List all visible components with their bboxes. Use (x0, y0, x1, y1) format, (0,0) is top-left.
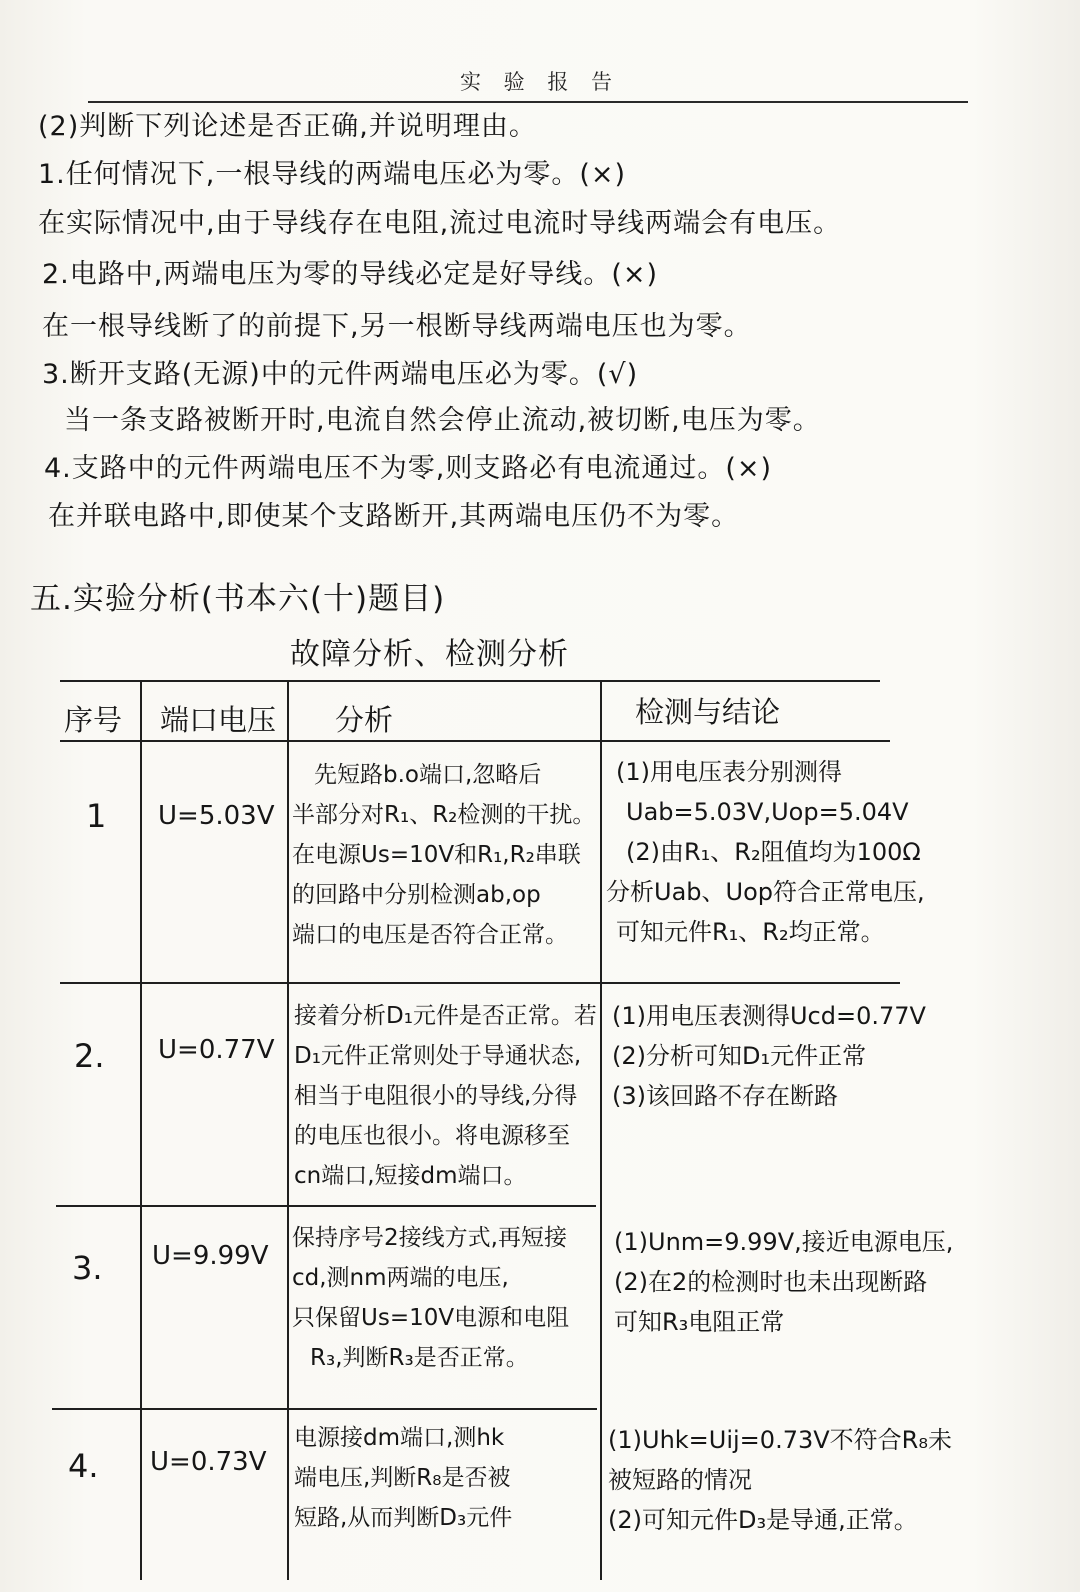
analysis-line: 的回路中分别检测ab,op (292, 882, 541, 908)
explanation-4: 在并联电路中,即使某个支路断开,其两端电压仍不为零。 (48, 501, 740, 532)
statement-4: 4.支路中的元件两端电压不为零,则支路必有电流通过。(×) (44, 453, 773, 484)
header-port-voltage: 端口电压 (160, 703, 277, 737)
analysis-line: D₁元件正常则处于导通状态, (294, 1043, 582, 1069)
row-4-index: 4. (68, 1447, 99, 1485)
conclusion-line: 分析Uab、Uop符合正常电压, (606, 878, 925, 906)
analysis-line: 端口的电压是否符合正常。 (292, 922, 568, 948)
conclusion-line: (1)Uhk=Uij=0.73V不符合R₈未 (608, 1426, 952, 1454)
row-4-conclusion (608, 1420, 952, 1540)
analysis-line: 接着分析D₁元件是否正常。若 (294, 1003, 597, 1029)
analysis-line: 短路,从而判断D₃元件 (294, 1505, 513, 1531)
row-1-index: 1 (86, 797, 107, 835)
row-2-conclusion (612, 996, 926, 1116)
explanation-2: 在一根导线断了的前提下,另一根断导线两端电压也为零。 (42, 311, 752, 342)
header-index: 序号 (64, 703, 123, 737)
row-1-analysis (292, 755, 595, 955)
conclusion-line: 被短路的情况 (608, 1466, 752, 1494)
row-3-conclusion (614, 1222, 953, 1342)
report-header-title: 实 验 报 告 (459, 70, 621, 94)
conclusion-line: (3)该回路不存在断路 (612, 1082, 838, 1110)
header-analysis: 分析 (335, 703, 394, 737)
conclusion-line: (2)在2的检测时也未出现断路 (614, 1268, 928, 1296)
statement-1: 1.任何情况下,一根导线的两端电压必为零。(×) (38, 159, 627, 190)
row-3-voltage: U=9.99V (152, 1241, 269, 1271)
analysis-line: cd,测nm两端的电压, (292, 1265, 509, 1291)
table-title: 故障分析、检测分析 (290, 637, 569, 672)
analysis-line: 的电压也很小。将电源移至 (294, 1123, 570, 1149)
row-4-analysis (294, 1418, 512, 1538)
row-4-voltage: U=0.73V (150, 1447, 267, 1477)
section-title: 五.实验分析(书本六(十)题目) (30, 581, 446, 617)
conclusion-line: (1)用电压表测得Ucd=0.77V (612, 1002, 926, 1030)
row-3-analysis (292, 1218, 569, 1378)
conclusion-line: 可知元件R₁、R₂均正常。 (616, 918, 885, 946)
row-2-analysis (294, 996, 597, 1196)
analysis-line: 先短路b.o端口,忽略后 (314, 762, 542, 788)
conclusion-line: (2)分析可知D₁元件正常 (612, 1042, 867, 1070)
conclusion-line: 可知R₃电阻正常 (614, 1308, 785, 1336)
analysis-line: 端电压,判断R₈是否被 (294, 1465, 511, 1491)
statement-3: 3.断开支路(无源)中的元件两端电压必为零。(√) (42, 359, 639, 390)
conclusion-line: Uab=5.03V,Uop=5.04V (626, 798, 909, 826)
row-1-conclusion (606, 752, 925, 952)
question-intro: (2)判断下列论述是否正确,并说明理由。 (38, 111, 537, 142)
analysis-line: 在电源Us=10V和R₁,R₂串联 (292, 842, 581, 868)
header-conclusion: 检测与结论 (635, 695, 781, 729)
analysis-line: R₃,判断R₃是否正常。 (310, 1345, 529, 1371)
conclusion-line: (2)由R₁、R₂阻值均为100Ω (626, 838, 921, 866)
analysis-line: 保持序号2接线方式,再短接 (292, 1225, 567, 1251)
row-2-voltage: U=0.77V (158, 1035, 275, 1065)
analysis-line: 半部分对R₁、R₂检测的干扰。 (292, 802, 596, 828)
analysis-line: 电源接dm端口,测hk (294, 1425, 505, 1451)
explanation-1: 在实际情况中,由于导线存在电阻,流过电流时导线两端会有电压。 (38, 208, 842, 239)
row-1-voltage: U=5.03V (158, 801, 275, 831)
row-3-index: 3. (72, 1249, 103, 1287)
statement-2: 2.电路中,两端电压为零的导线必定是好导线。(×) (42, 259, 659, 290)
conclusion-line: (1)Unm=9.99V,接近电源电压, (614, 1228, 954, 1256)
analysis-line: cn端口,短接dm端口。 (294, 1163, 527, 1189)
analysis-line: 只保留Us=10V电源和电阻 (292, 1305, 570, 1331)
row-2-index: 2. (74, 1037, 105, 1075)
analysis-line: 相当于电阻很小的导线,分得 (294, 1083, 578, 1109)
explanation-3: 当一条支路被断开时,电流自然会停止流动,被切断,电压为零。 (64, 405, 821, 436)
header-rule (88, 101, 968, 103)
conclusion-line: (2)可知元件D₃是导通,正常。 (608, 1506, 918, 1534)
conclusion-line: (1)用电压表分别测得 (616, 758, 842, 786)
